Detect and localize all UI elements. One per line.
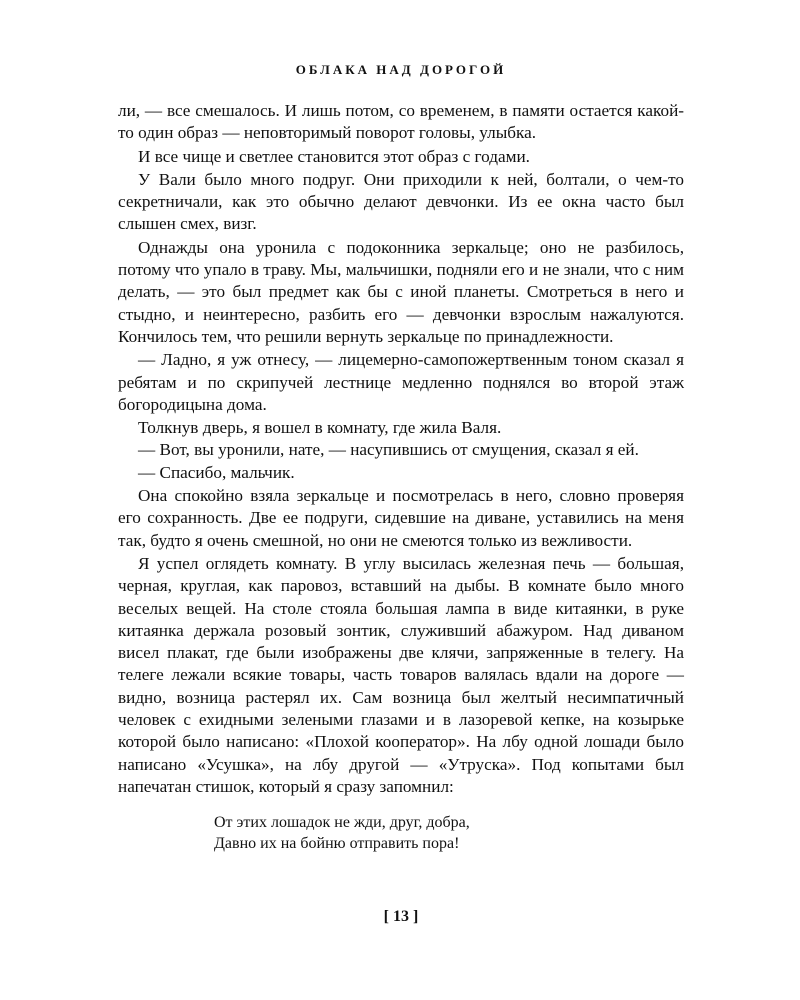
paragraph: Толкнув дверь, я вошел в комнату, где жила Валя. <box>138 418 502 438</box>
running-title: ОБЛАКА НАД ДОРОГОЙ <box>295 62 507 77</box>
poem-line: От этих лошадок не жди, друг, добра, <box>214 814 470 832</box>
paragraph: ли, — все смешалось. И лишь потом, со временем, в памяти остается какой-то один образ — неповторимый поворот головы, улыбка. <box>118 101 684 143</box>
paragraph: Я успел оглядеть комнату. В углу высилась железная печь — большая, черная, круглая, как паровоз, вставший на дыбы. В комнате было много веселых вещей. На столе стояла большая лампа в виде китаянки, в руке китаянка держала розовый зонтик, служивший абажуром. Над диваном висел плакат, где были изображены две клячи, запряженные в телегу. На телеге лежали всякие товары, часть товаров валялась вдали на дороге — видно, возница растерял их. Сам возница был желтый несимпатичный человек с ехидными зелеными глазами и в лазоревой кепке, на козырьке которой было написано: «Плохой кооператор». На лбу одной лошади было написано «Усушка», на лбу другой — «Утруска». Под копытами был напечатан стишок, который я сразу запомнил: <box>118 553 684 796</box>
poem <box>214 812 684 854</box>
book-page <box>118 0 684 1000</box>
poem-line: Давно их на бойню отправить пора! <box>214 835 460 853</box>
body-text <box>118 100 684 854</box>
paragraph: У Вали было много подруг. Они приходили к ней, болтали, о чем-то секретничали, как это обычно делают девчонки. Из ее окна часто был слышен смех, визг. <box>118 169 684 234</box>
page-number: [ 13 ] <box>383 908 419 925</box>
paragraph: И все чище и светлее становится этот образ с годами. <box>138 146 530 166</box>
paragraph: — Ладно, я уж отнесу, — лицемерно-самопожертвенным тоном сказал я ребятам и по скрипучей лестнице медленно поднялся во второй этаж богородицына дома. <box>118 350 684 414</box>
paragraph: Однажды она уронила с подоконника зеркальце; оно не разбилось, потому что упало в траву. Мы, мальчишки, подняли его и не знали, что с ним делать, — это был предмет как бы с иной планеты. Смотреться в него и стыдно, и неинтересно, разбить его — девчонки взрослым нажалуются. Кончилось тем, что решили вернуть зеркальце по принадлежности. <box>118 237 684 346</box>
paragraph: — Вот, вы уронили, нате, — насупившись от смущения, сказал я ей. <box>138 440 639 460</box>
paragraph: — Спасибо, мальчик. <box>138 462 295 482</box>
paragraph: Она спокойно взяла зеркальце и посмотрелась в него, словно проверяя его сохранность. Две ее подруги, сидевшие на диване, уставились на меня так, будто я очень смешной, но они не смеются только из вежливости. <box>118 486 684 550</box>
